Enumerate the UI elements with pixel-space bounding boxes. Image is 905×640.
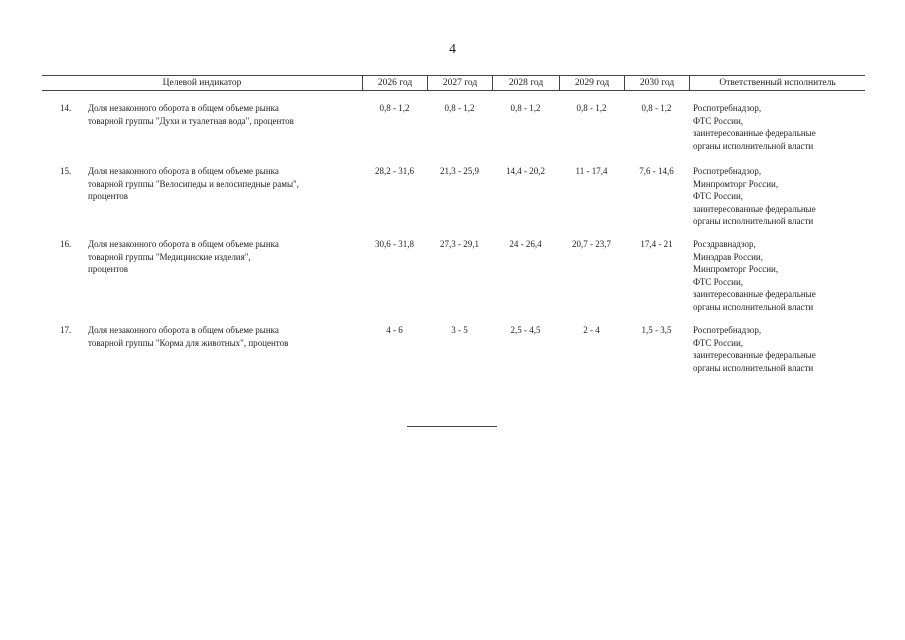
row-number: 16. — [60, 239, 72, 249]
value-2026: 28,2 - 31,6 — [375, 166, 414, 176]
value-2026: 4 - 6 — [386, 325, 403, 335]
row-responsible — [693, 165, 816, 228]
responsible-line: Минздрав России, — [693, 251, 763, 262]
header-year-2026: 2026 год — [362, 76, 427, 90]
responsible-line: заинтересованные федеральные — [693, 289, 816, 299]
responsible-line: органы исполнительной власти — [693, 362, 814, 373]
header-year-2029: 2029 год — [559, 76, 624, 90]
value-2027: 27,3 - 29,1 — [440, 239, 479, 249]
row-responsible — [693, 238, 816, 313]
value-2028: 0,8 - 1,2 — [510, 103, 541, 113]
responsible-line: Роспотребнадзор, — [693, 166, 762, 176]
responsible-line: заинтересованные федеральные — [693, 350, 816, 360]
value-2028: 14,4 - 20,2 — [506, 166, 545, 176]
indicator-line: процентов — [88, 191, 129, 201]
value-2028: 24 - 26,4 — [509, 239, 542, 249]
row-indicator — [88, 238, 279, 276]
indicator-line: Доля незаконного оборота в общем объеме рынка — [88, 166, 279, 176]
responsible-line: заинтересованные федеральные — [693, 203, 816, 214]
header-year-2027: 2027 год — [427, 76, 492, 90]
header-year-2028: 2028 год — [492, 76, 559, 90]
value-2028: 2,5 - 4,5 — [510, 325, 541, 335]
value-2029: 0,8 - 1,2 — [576, 103, 607, 113]
value-2027: 3 - 5 — [451, 325, 468, 335]
responsible-line: ФТС России, — [693, 191, 744, 201]
responsible-line: органы исполнительной власти — [693, 301, 814, 312]
responsible-line: ФТС России, — [693, 337, 744, 348]
row-indicator — [88, 165, 299, 203]
responsible-line: Роспотребнадзор, — [693, 103, 762, 113]
responsible-line: Минпромторг России, — [693, 264, 779, 274]
table-header — [42, 75, 865, 91]
value-2030: 7,6 - 14,6 — [639, 166, 674, 176]
row-number: 17. — [60, 325, 72, 335]
indicator-line: товарной группы "Медицинские изделия", — [88, 251, 251, 262]
value-2029: 11 - 17,4 — [575, 166, 608, 176]
responsible-line: органы исполнительной власти — [693, 216, 814, 226]
indicator-line: Доля незаконного оборота в общем объеме рынка — [88, 239, 279, 249]
row-responsible — [693, 102, 816, 152]
indicator-line: процентов — [88, 264, 129, 274]
responsible-line: органы исполнительной власти — [693, 140, 814, 151]
responsible-line: Росздравнадзор, — [693, 239, 756, 249]
indicator-line: товарной группы "Корма для животных", процентов — [88, 337, 289, 348]
header-year-2030: 2030 год — [624, 76, 689, 90]
indicator-line: товарной группы "Духи и туалетная вода", процентов — [88, 115, 294, 126]
header-responsible: Ответственный исполнитель — [689, 76, 865, 90]
row-indicator — [88, 102, 294, 127]
indicator-line: Доля незаконного оборота в общем объеме рынка — [88, 325, 279, 335]
value-2030: 17,4 - 21 — [640, 239, 673, 249]
header-indicator: Целевой индикатор — [162, 78, 242, 88]
value-2027: 21,3 - 25,9 — [440, 166, 479, 176]
row-number: 15. — [60, 166, 72, 176]
indicator-line: товарной группы "Велосипеды и велосипедные рамы", — [88, 178, 299, 189]
indicator-line: Доля незаконного оборота в общем объеме рынка — [88, 103, 279, 113]
responsible-line: ФТС России, — [693, 276, 744, 287]
value-2026: 0,8 - 1,2 — [379, 103, 410, 113]
footnote-divider — [407, 426, 497, 427]
row-responsible — [693, 324, 816, 374]
value-2030: 0,8 - 1,2 — [641, 103, 672, 113]
row-number: 14. — [60, 103, 72, 113]
value-2029: 2 - 4 — [583, 325, 600, 335]
responsible-line: Роспотребнадзор, — [693, 325, 762, 335]
page-number: 4 — [449, 42, 456, 57]
responsible-line: Минпромторг России, — [693, 178, 779, 189]
value-2026: 30,6 - 31,8 — [375, 239, 414, 249]
value-2029: 20,7 - 23,7 — [572, 239, 611, 249]
value-2030: 1,5 - 3,5 — [641, 325, 672, 335]
responsible-line: ФТС России, — [693, 115, 744, 126]
value-2027: 0,8 - 1,2 — [444, 103, 475, 113]
row-indicator — [88, 324, 288, 349]
responsible-line: заинтересованные федеральные — [693, 128, 816, 138]
